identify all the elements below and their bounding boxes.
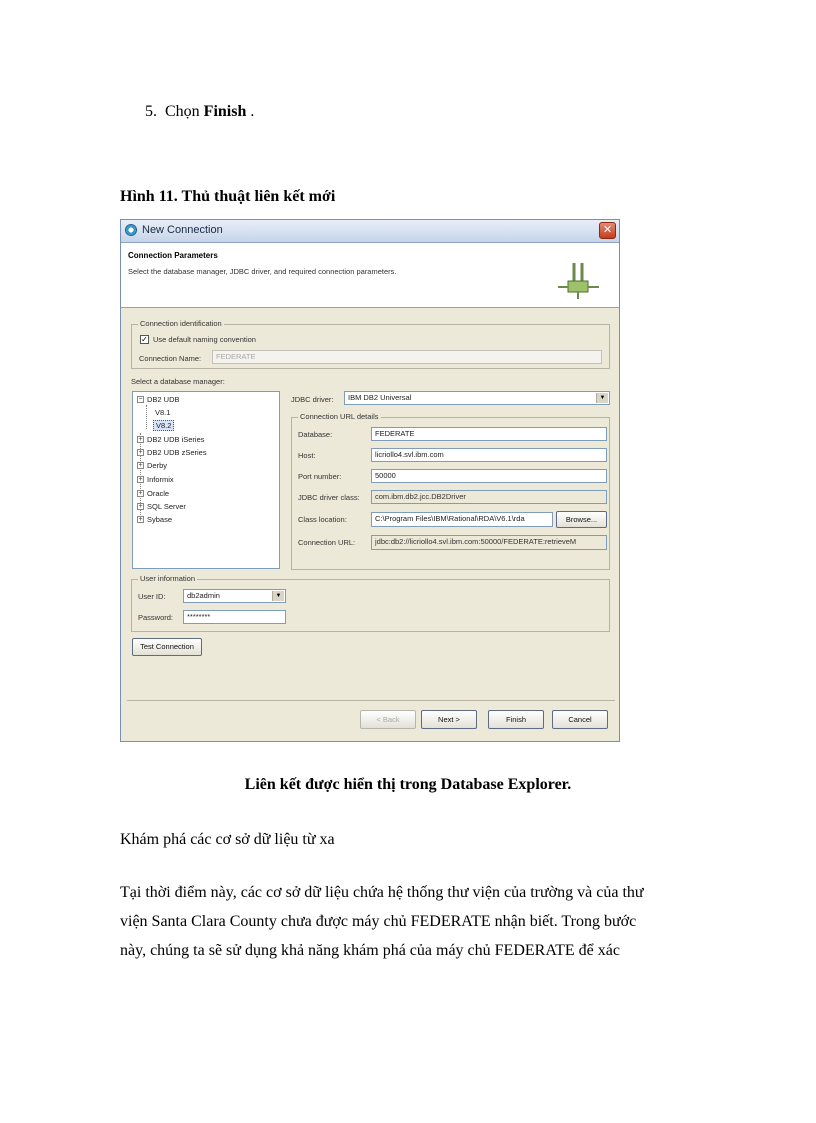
port-field[interactable]: 50000	[371, 469, 607, 483]
chevron-down-icon[interactable]: ▼	[272, 591, 284, 601]
database-connection-icon	[556, 261, 601, 301]
connection-url-label: Connection URL:	[298, 538, 356, 547]
header-title: Connection Parameters	[128, 251, 218, 260]
host-label: Host:	[298, 451, 316, 460]
explorer-caption: Liên kết được hiển thị trong Database Explorer.	[244, 776, 572, 793]
jdbc-driver-value: IBM DB2 Universal	[348, 393, 412, 402]
expand-icon[interactable]: +	[138, 436, 143, 443]
tree-item-v8-1[interactable]: V8.1	[155, 408, 171, 417]
expand-icon[interactable]: +	[138, 449, 143, 456]
chevron-down-icon[interactable]: ▼	[596, 393, 608, 403]
paragraph-line: này, chúng ta sẽ sử dụng khả năng khám phá của máy chủ FEDERATE để xác	[120, 942, 620, 959]
expand-icon[interactable]: +	[138, 490, 143, 497]
connection-name-field[interactable]: FEDERATE	[212, 350, 602, 364]
expand-icon[interactable]: +	[138, 462, 143, 469]
url-details-legend: Connection URL details	[300, 412, 379, 421]
step-bold-finish: Finish	[203, 103, 247, 120]
dialog-title: New Connection	[142, 224, 223, 236]
test-connection-button[interactable]: Test Connection	[132, 638, 202, 656]
driver-class-label: JDBC driver class:	[298, 493, 360, 502]
figure-caption: Hình 11. Thủ thuật liên kết mới	[120, 188, 336, 205]
expand-icon[interactable]: +	[138, 476, 143, 483]
db-manager-tree[interactable]: − DB2 UDB V8.1 V8.2 + DB2 UDB iSeries + DB2 UDB zSeries + Derby + Informix + Oracle + SQL Server + Sybase	[132, 391, 280, 569]
step-number: 5.	[145, 103, 157, 120]
paragraph-line: Tại thời điểm này, các cơ sở dữ liệu chứa hệ thống thư viện của trường và của thư	[120, 884, 644, 901]
next-button[interactable]: Next >	[421, 710, 477, 729]
db-manager-label: Select a database manager:	[131, 377, 225, 386]
body-paragraph	[120, 878, 720, 965]
footer-separator	[127, 700, 615, 701]
default-naming-label: Use default naming convention	[153, 335, 256, 344]
jdbc-driver-select[interactable]	[344, 391, 610, 405]
user-id-label: User ID:	[138, 592, 166, 601]
paragraph-line: viện Santa Clara County chưa được máy chủ FEDERATE nhận biết. Trong bước	[120, 913, 637, 930]
database-label: Database:	[298, 430, 333, 439]
dialog-header	[121, 243, 619, 308]
port-label: Port number:	[298, 472, 342, 481]
driver-class-field: com.ibm.db2.jcc.DB2Driver	[371, 490, 607, 504]
dialog-titlebar	[121, 220, 619, 243]
step-text: Chọn	[165, 103, 200, 120]
expand-icon[interactable]: +	[138, 516, 143, 523]
password-field[interactable]: ********	[183, 610, 286, 624]
jdbc-driver-label: JDBC driver:	[291, 395, 334, 404]
class-location-label: Class location:	[298, 515, 347, 524]
step-five	[145, 103, 254, 121]
browse-button[interactable]: Browse...	[556, 511, 607, 528]
identification-legend: Connection identification	[140, 319, 222, 328]
user-info-legend: User information	[140, 574, 196, 583]
app-icon	[125, 224, 137, 236]
connection-url-details-group	[291, 412, 610, 570]
default-naming-checkbox[interactable]: ✓	[141, 335, 148, 344]
host-field[interactable]: licriollo4.svl.ibm.com	[371, 448, 607, 462]
user-id-select[interactable]	[183, 589, 286, 603]
finish-button[interactable]: Finish	[488, 710, 544, 729]
connection-url-field: jdbc:db2://licriollo4.svl.ibm.com:50000/FEDERATE:retrieveM	[371, 535, 607, 550]
new-connection-dialog	[120, 219, 620, 742]
tree-item-v8-2[interactable]: V8.2	[153, 420, 174, 431]
connection-identification-group	[131, 319, 610, 369]
cancel-button[interactable]: Cancel	[552, 710, 608, 729]
back-button[interactable]: < Back	[360, 710, 416, 729]
step-after: .	[250, 103, 255, 120]
user-id-value: db2admin	[187, 591, 220, 600]
class-location-field[interactable]: C:\Program Files\IBM\Rational\RDA\V6.1\rda	[371, 512, 553, 527]
collapse-icon[interactable]: −	[138, 396, 143, 403]
expand-icon[interactable]: +	[138, 503, 143, 510]
user-information-group	[131, 574, 610, 632]
database-field[interactable]: FEDERATE	[371, 427, 607, 441]
close-icon[interactable]: ✕	[599, 222, 616, 239]
header-description: Select the database manager, JDBC driver, and required connection parameters.	[128, 267, 397, 276]
connection-name-label: Connection Name:	[139, 354, 202, 363]
password-label: Password:	[138, 613, 174, 622]
section-heading: Khám phá các cơ sở dữ liệu từ xa	[120, 831, 335, 848]
